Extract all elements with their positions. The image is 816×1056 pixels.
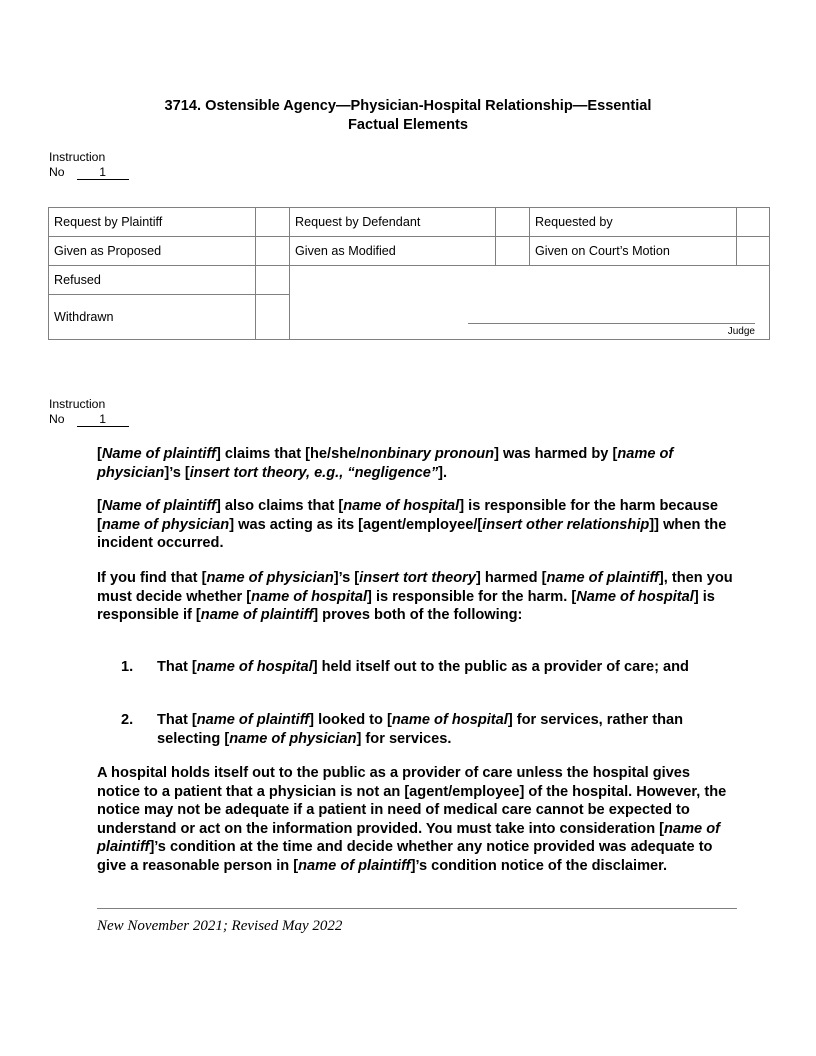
text-run: That [ xyxy=(157,712,197,728)
text-run: ] is responsible if [ xyxy=(97,588,715,623)
request-by-plaintiff-label: Request by Plaintiff xyxy=(49,208,256,237)
judge-label: Judge xyxy=(727,326,755,337)
judge-signature-line[interactable] xyxy=(468,323,755,324)
placeholder-text: Name of plaintiff xyxy=(101,498,216,514)
text-run: ]’s [ xyxy=(333,570,360,586)
given-as-proposed-label: Given as Proposed xyxy=(49,237,256,266)
text-run: ]’s condition notice of the disclaimer. xyxy=(410,857,668,874)
placeholder-text: name of hospital xyxy=(251,588,368,605)
text-run: ]’s [ xyxy=(164,464,190,481)
placeholder-text: name of physician xyxy=(229,730,357,747)
text-run: If you find that [ xyxy=(97,570,207,586)
text-run: ]] when the incident occurred. xyxy=(97,516,727,551)
given-as-modified-checkbox[interactable] xyxy=(496,237,530,266)
request-by-plaintiff-checkbox[interactable] xyxy=(256,208,290,237)
title-line-2: Factual Elements xyxy=(347,116,469,133)
text-run: That [ xyxy=(157,659,197,675)
requested-by-label: Requested by xyxy=(530,208,737,237)
text-run: ]. xyxy=(438,464,448,481)
instruction-number-field[interactable]: 1 xyxy=(77,413,129,427)
placeholder-text: nonbinary pronoun xyxy=(360,446,495,462)
no-label: No xyxy=(49,164,65,179)
refused-label: Refused xyxy=(49,266,256,295)
text-run: ] for services. xyxy=(356,730,452,747)
placeholder-text: name of physician xyxy=(206,570,334,586)
paragraph-hospital-claim xyxy=(97,497,737,553)
placeholder-text: Name of plaintiff xyxy=(101,446,216,462)
title-line-1: 3714. Ostensible Agency—Physician-Hospital Relationship—Essential xyxy=(164,98,652,114)
no-label: No xyxy=(49,411,65,426)
judge-signature-area xyxy=(290,266,770,340)
text-run: ] was acting as its [agent/employee/[ xyxy=(229,516,483,533)
revision-history: New November 2021; Revised May 2022 xyxy=(97,918,343,934)
placeholder-text: Name of hospital xyxy=(576,588,694,605)
text-run: A hospital holds itself out to the public as a provider of care unless the hospital gives notice to a patient that a physician is not an [agent/employee] of the hospital. However, the notice may not be adequate if a patient in need of medical care cannot be expected to understand or act on the information provided. You must take into consideration [ xyxy=(97,765,727,837)
request-disposition-table xyxy=(48,207,770,340)
placeholder-text: name of plaintiff xyxy=(97,820,720,855)
placeholder-text: name of hospital xyxy=(343,498,460,514)
text-run: [ xyxy=(97,498,102,514)
placeholder-text: name of physician xyxy=(101,516,230,533)
text-run: ] is responsible for the harm. [ xyxy=(367,588,577,605)
text-run: ] held itself out to the public as a provider of care; and xyxy=(312,659,689,675)
given-on-courts-motion-checkbox[interactable] xyxy=(737,237,770,266)
text-run: ] was harmed by [ xyxy=(494,446,618,462)
paragraph-holds-out-definition xyxy=(97,764,737,875)
paragraph-plaintiff-claim xyxy=(97,445,737,482)
instruction-number-field[interactable]: 1 xyxy=(77,166,129,180)
divider xyxy=(97,908,737,909)
requested-by-checkbox[interactable] xyxy=(737,208,770,237)
placeholder-text: name of plaintiff xyxy=(546,570,659,586)
list-number: 1. xyxy=(121,659,134,675)
placeholder-text: insert tort theory xyxy=(359,570,476,586)
withdrawn-label: Withdrawn xyxy=(49,295,256,340)
text-run: ] is responsible for the harm because [ xyxy=(97,498,718,533)
placeholder-text: name of plaintiff xyxy=(200,607,314,623)
placeholder-text: name of plaintiff xyxy=(298,857,411,874)
given-as-modified-label: Given as Modified xyxy=(290,237,496,266)
given-as-proposed-checkbox[interactable] xyxy=(256,237,290,266)
text-run: ] proves both of the following: xyxy=(313,607,523,623)
text-run: ]’s condition at the time and decide whether any notice provided was adequate to give a reasonable person in [ xyxy=(97,839,713,874)
instruction-number-block-1 xyxy=(49,150,129,180)
withdrawn-checkbox[interactable] xyxy=(256,295,290,340)
text-run: ] for services, rather than selecting [ xyxy=(157,712,684,747)
instruction-number-block-2 xyxy=(49,397,129,427)
placeholder-text: name of hospital xyxy=(196,659,313,675)
text-run: [ xyxy=(97,446,102,462)
text-run: ] looked to [ xyxy=(309,712,392,728)
list-number: 2. xyxy=(121,712,134,728)
placeholder-text: name of physician xyxy=(97,446,674,481)
text-run: ], then you must decide whether [ xyxy=(97,570,733,605)
placeholder-text: name of hospital xyxy=(391,712,508,728)
placeholder-text: name of plaintiff xyxy=(196,712,310,728)
request-by-defendant-checkbox[interactable] xyxy=(496,208,530,237)
placeholder-text: insert tort theory, e.g., “negligence” xyxy=(189,464,439,481)
instruction-label: Instruction xyxy=(49,397,106,411)
request-by-defendant-label: Request by Defendant xyxy=(290,208,496,237)
text-run: ] harmed [ xyxy=(475,570,547,586)
instruction-label: Instruction xyxy=(49,150,106,164)
text-run: ] also claims that [ xyxy=(215,498,344,514)
refused-checkbox[interactable] xyxy=(256,266,290,295)
list-text xyxy=(157,658,722,677)
page-title xyxy=(100,97,716,134)
placeholder-text: insert other relationship xyxy=(482,516,650,533)
list-text xyxy=(157,711,722,748)
text-run: ] claims that [he/she/ xyxy=(215,446,361,462)
paragraph-responsibility-test xyxy=(97,569,737,625)
given-on-courts-motion-label: Given on Court’s Motion xyxy=(530,237,737,266)
